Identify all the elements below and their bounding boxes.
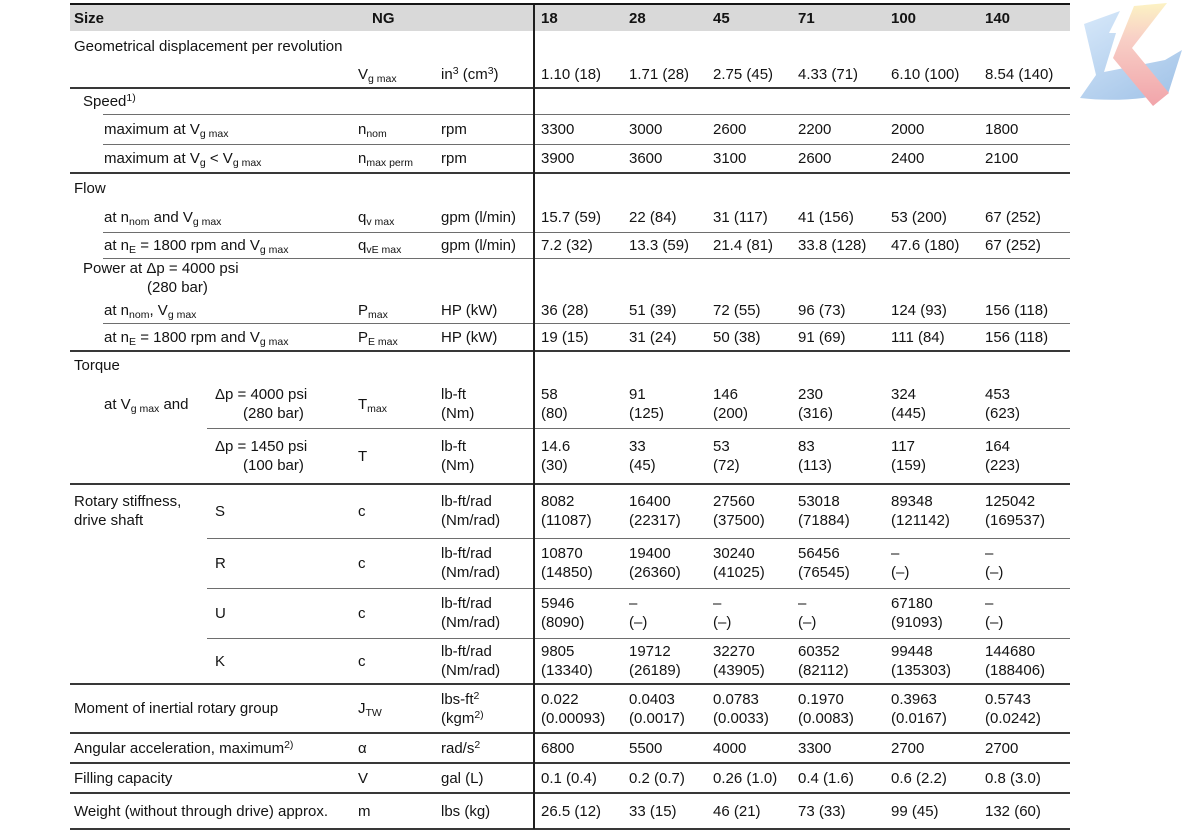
symbol-vg-max: $V_{g max}$ — [358, 66, 397, 85]
value-weight-45: 46 (21) — [713, 802, 761, 820]
value-flow-at-nnom-28: 22 (84) — [629, 209, 677, 226]
row-geometrical-displacement — [70, 31, 1070, 61]
value-torque-1450-71: 83 (113) — [798, 438, 832, 474]
unit-filling-capacity: gal (L) — [441, 769, 484, 787]
row-power — [70, 258, 1070, 298]
value-torque-4000-45: 146 (200) — [713, 386, 749, 422]
value-flow-at-nnom-45: 31 (117) — [713, 209, 768, 226]
symbol-stiffness-s: c — [358, 502, 366, 520]
value-angular-acceleration-45: 4000 — [713, 739, 747, 757]
symbol-power-at-ne: $P_{E max}$ — [358, 328, 398, 348]
value-moment-of-inertia-71: 0.1970 (0.0083) — [798, 690, 854, 727]
row-moment-of-inertia — [70, 684, 1070, 733]
table-vertical-divider — [533, 5, 535, 829]
size-header-100: 100 — [891, 9, 917, 27]
row-stiffness-r — [70, 538, 1070, 588]
label-moment-of-inertia: Moment of inertial rotary group — [74, 700, 279, 717]
value-angular-acceleration-100: 2700 — [891, 739, 925, 757]
value-stiffness-k-18: 9805 (13340) — [541, 643, 593, 679]
value-weight-28: 33 (15) — [629, 802, 677, 820]
value-stiffness-k-45: 32270 (43905) — [713, 643, 765, 679]
value-vg-max-140: 8.54 (140) — [985, 66, 1054, 83]
value-power-at-nnom-140: 156 (118) — [985, 302, 1049, 319]
value-flow-at-nnom-71: 41 (156) — [798, 209, 854, 226]
value-stiffness-r-71: 56456 (76545) — [798, 545, 850, 581]
value-power-at-ne-140: 156 (118) — [985, 328, 1049, 346]
row-rule — [103, 323, 1070, 324]
value-speed-max-at-vg-lt-140: 2100 — [985, 150, 1019, 167]
value-torque-1450-45: 53 (72) — [713, 438, 740, 474]
sublabel-stiffness-u: U — [215, 604, 226, 622]
unit-moment-of-inertia: lbs-$ft^2$ (kgm$^{2)}$ — [441, 689, 484, 727]
value-stiffness-u-45: – (–) — [713, 595, 732, 631]
row-rule — [207, 588, 1070, 589]
row-rule — [70, 87, 1070, 89]
value-weight-18: 26.5 (12) — [541, 802, 602, 820]
value-speed-max-at-vgmax-71: 2200 — [798, 120, 832, 138]
row-rule — [103, 144, 1070, 145]
value-moment-of-inertia-100: 0.3963 (0.0167) — [891, 690, 947, 727]
row-speed-max-at-vgmax — [70, 114, 1070, 144]
label-angular-acceleration: Angular acceleration, maximum$^{2)}$ — [74, 738, 294, 757]
value-speed-max-at-vgmax-28: 3000 — [629, 120, 663, 138]
value-speed-max-at-vg-lt-18: 3900 — [541, 150, 575, 167]
row-angular-acceleration — [70, 733, 1070, 763]
label-flow-at-nnom: at $n_{nom}$ and $V_{g max}$ — [104, 209, 222, 228]
leftlabel-stiffness-s: Rotary stiffness, drive shaft — [74, 493, 182, 529]
label-power: Power at Δp = 4000 psi (280 bar) — [70, 259, 533, 297]
row-rule — [70, 792, 1070, 794]
value-stiffness-k-140: 144680 (188406) — [985, 643, 1046, 679]
label2-power: (280 bar) — [147, 279, 208, 296]
value-stiffness-s-28: 16400 (22317) — [629, 493, 681, 529]
value-stiffness-k-28: 19712 (26189) — [629, 643, 681, 679]
value-stiffness-r-100: – (–) — [891, 545, 910, 581]
sublabel-torque-4000: Δp = 4000 psi (280 bar) — [215, 386, 308, 422]
value-speed-max-at-vg-lt-28: 3600 — [629, 150, 663, 167]
leftlabel-torque-4000: at $V_{g max}$ and — [104, 395, 189, 415]
row-torque-4000 — [70, 380, 1070, 428]
value-speed-max-at-vg-lt-45: 3100 — [713, 150, 747, 167]
size-column-header: Size — [74, 9, 105, 27]
symbol-speed-max-at-vgmax: $n_{nom}$ — [358, 120, 387, 140]
row-rule — [103, 114, 1070, 115]
row-flow-at-nnom — [70, 203, 1070, 232]
row-torque-1450 — [70, 428, 1070, 484]
value-flow-at-ne-45: 21.4 (81) — [713, 236, 774, 254]
label-torque: Torque — [74, 357, 120, 374]
value-angular-acceleration-71: 3300 — [798, 739, 832, 757]
sublabel-stiffness-k: K — [215, 652, 226, 670]
label-flow: Flow — [74, 179, 106, 197]
value-speed-max-at-vgmax-18: 3300 — [541, 120, 575, 138]
value-weight-140: 132 (60) — [985, 802, 1041, 820]
value-stiffness-s-45: 27560 (37500) — [713, 493, 765, 529]
unit-stiffness-r: lb-ft/rad (Nm/rad) — [441, 545, 501, 581]
label-geometrical-displacement: Geometrical displacement per revolution — [74, 37, 343, 55]
value-torque-4000-100: 324 (445) — [891, 386, 927, 422]
unit-power-at-nnom: HP (kW) — [441, 302, 498, 319]
value-angular-acceleration-18: 6800 — [541, 739, 575, 757]
label-speed: Speed$^{1)}$ — [83, 91, 136, 110]
value-power-at-ne-28: 31 (24) — [629, 328, 677, 346]
row-stiffness-s — [70, 484, 1070, 538]
value-stiffness-u-18: 5946 (8090) — [541, 595, 585, 631]
value-vg-max-100: 6.10 (100) — [891, 66, 960, 83]
value-vg-max-71: 4.33 (71) — [798, 66, 859, 83]
value-torque-1450-100: 117 (159) — [891, 438, 927, 474]
symbol-moment-of-inertia: $J_{TW}$ — [358, 700, 382, 719]
symbol-stiffness-r: c — [358, 554, 366, 572]
symbol-angular-acceleration: α — [358, 739, 367, 757]
label-speed-max-at-vgmax: maximum at $V_{g max}$ — [104, 120, 229, 140]
symbol-flow-at-ne: $q_{vE max}$ — [358, 236, 402, 256]
value-flow-at-ne-100: 47.6 (180) — [891, 236, 960, 254]
row-rule — [70, 828, 1070, 830]
value-filling-capacity-100: 0.6 (2.2) — [891, 769, 947, 787]
value-stiffness-r-140: – (–) — [985, 545, 1004, 581]
value-angular-acceleration-28: 5500 — [629, 739, 663, 757]
value-power-at-ne-100: 111 (84) — [891, 328, 945, 346]
value-stiffness-s-71: 53018 (71884) — [798, 493, 850, 529]
unit-flow-at-nnom: gpm (l/min) — [441, 209, 517, 226]
value-flow-at-ne-28: 13.3 (59) — [629, 236, 690, 254]
row-rule — [103, 258, 1070, 259]
row-rule — [207, 428, 1070, 429]
value-flow-at-nnom-100: 53 (200) — [891, 209, 947, 226]
row-speed — [70, 88, 1070, 114]
table-header-row — [70, 5, 1070, 31]
unit-speed-max-at-vgmax: rpm — [441, 120, 467, 138]
value-stiffness-u-100: 67180 (91093) — [891, 595, 943, 631]
unit-vg-max: $in^3$ $(cm^3)$ — [441, 65, 499, 83]
value-speed-max-at-vgmax-100: 2000 — [891, 120, 925, 138]
label-filling-capacity: Filling capacity — [74, 769, 173, 787]
symbol-stiffness-k: c — [358, 652, 366, 670]
symbol-power-at-nnom: $P_{max}$ — [358, 302, 388, 321]
unit-stiffness-u: lb-ft/rad (Nm/rad) — [441, 595, 501, 631]
row-rule — [70, 732, 1070, 734]
row-rule — [70, 483, 1070, 485]
value-stiffness-s-100: 89348 (121142) — [891, 493, 950, 529]
value-stiffness-s-140: 125042 (169537) — [985, 493, 1046, 529]
row-power-at-nnom — [70, 298, 1070, 323]
value-flow-at-nnom-18: 15.7 (59) — [541, 209, 602, 226]
row-rule — [70, 762, 1070, 764]
value-filling-capacity-45: 0.26 (1.0) — [713, 769, 778, 787]
row-rule — [70, 172, 1070, 174]
value-filling-capacity-28: 0.2 (0.7) — [629, 769, 685, 787]
unit-angular-acceleration: rad/$s^2$ — [441, 738, 481, 757]
value-flow-at-nnom-140: 67 (252) — [985, 209, 1041, 226]
unit-speed-max-at-vg-lt: rpm — [441, 150, 467, 167]
unit-torque-4000: lb-ft (Nm) — [441, 386, 475, 422]
symbol-flow-at-nnom: $q_{v max}$ — [358, 209, 395, 228]
value-moment-of-inertia-18: 0.022 (0.00093) — [541, 690, 606, 727]
symbol-stiffness-u: c — [358, 604, 366, 622]
row-rule — [70, 683, 1070, 685]
value-stiffness-u-140: – (–) — [985, 595, 1004, 631]
value-torque-4000-18: 58 (80) — [541, 386, 568, 422]
symbol-torque-4000: $T_{max}$ — [358, 395, 388, 415]
value-power-at-nnom-18: 36 (28) — [541, 302, 589, 319]
spec-table — [70, 3, 1070, 829]
value-moment-of-inertia-140: 0.5743 (0.0242) — [985, 690, 1041, 727]
symbol-torque-1450: T — [358, 447, 368, 465]
row-speed-max-at-vg-lt — [70, 144, 1070, 173]
row-rule — [207, 638, 1070, 639]
value-power-at-nnom-71: 96 (73) — [798, 302, 846, 319]
row-rule — [103, 232, 1070, 233]
value-filling-capacity-71: 0.4 (1.6) — [798, 769, 854, 787]
value-stiffness-r-45: 30240 (41025) — [713, 545, 765, 581]
value-flow-at-ne-18: 7.2 (32) — [541, 236, 593, 254]
value-weight-71: 73 (33) — [798, 802, 846, 820]
row-weight — [70, 793, 1070, 829]
row-flow-at-ne — [70, 232, 1070, 258]
value-power-at-ne-71: 91 (69) — [798, 328, 846, 346]
size-header-28: 28 — [629, 9, 646, 27]
value-power-at-nnom-100: 124 (93) — [891, 302, 947, 319]
value-stiffness-r-28: 19400 (26360) — [629, 545, 681, 581]
row-rule — [207, 538, 1070, 539]
label-speed-max-at-vg-lt: maximum at $V_g < V_{g max}$ — [104, 150, 262, 169]
value-stiffness-u-71: – (–) — [798, 595, 817, 631]
value-flow-at-ne-140: 67 (252) — [985, 236, 1041, 254]
value-weight-100: 99 (45) — [891, 802, 939, 820]
label-flow-at-ne: at $n_E = 1800$ rpm and $V_{g max}$ — [104, 236, 289, 256]
value-speed-max-at-vgmax-45: 2600 — [713, 120, 747, 138]
value-stiffness-k-100: 99448 (135303) — [891, 643, 952, 679]
label-weight: Weight (without through drive) approx. — [74, 802, 329, 820]
unit-weight: lbs (kg) — [441, 802, 491, 820]
value-moment-of-inertia-45: 0.0783 (0.0033) — [713, 690, 769, 727]
value-speed-max-at-vg-lt-100: 2400 — [891, 150, 925, 167]
value-stiffness-s-18: 8082 (11087) — [541, 493, 592, 529]
size-header-140: 140 — [985, 9, 1011, 27]
ng-column-header: NG — [372, 9, 395, 27]
row-filling-capacity — [70, 763, 1070, 793]
row-rule — [70, 350, 1070, 352]
value-torque-1450-140: 164 (223) — [985, 438, 1021, 474]
value-moment-of-inertia-28: 0.0403 (0.0017) — [629, 690, 685, 727]
value-vg-max-28: 1.71 (28) — [629, 66, 690, 83]
value-torque-4000-71: 230 (316) — [798, 386, 834, 422]
value-filling-capacity-18: 0.1 (0.4) — [541, 769, 597, 787]
size-header-45: 45 — [713, 9, 730, 27]
value-torque-1450-18: 14.6 (30) — [541, 438, 571, 474]
value-stiffness-k-71: 60352 (82112) — [798, 643, 849, 679]
unit-power-at-ne: HP (kW) — [441, 328, 498, 346]
value-power-at-nnom-28: 51 (39) — [629, 302, 677, 319]
value-torque-4000-140: 453 (623) — [985, 386, 1021, 422]
row-vg-max — [70, 61, 1070, 88]
value-power-at-ne-18: 19 (15) — [541, 328, 589, 346]
label-power-at-nnom: at $n_{nom}$, $V_{g max}$ — [104, 302, 197, 321]
value-vg-max-18: 1.10 (18) — [541, 66, 602, 83]
sublabel-stiffness-s: S — [215, 502, 226, 520]
value-angular-acceleration-140: 2700 — [985, 739, 1019, 757]
size-header-18: 18 — [541, 9, 558, 27]
value-flow-at-ne-71: 33.8 (128) — [798, 236, 867, 254]
sublabel-torque-1450: Δp = 1450 psi (100 bar) — [215, 438, 308, 474]
value-torque-1450-28: 33 (45) — [629, 438, 656, 474]
value-speed-max-at-vg-lt-71: 2600 — [798, 150, 832, 167]
symbol-weight: m — [358, 802, 371, 820]
value-torque-4000-28: 91 (125) — [629, 386, 665, 422]
symbol-speed-max-at-vg-lt: $n_{max perm}$ — [358, 150, 414, 169]
sublabel-stiffness-r: R — [215, 554, 226, 572]
row-torque — [70, 351, 1070, 380]
unit-stiffness-s: lb-ft/rad (Nm/rad) — [441, 493, 501, 529]
brand-logo — [1066, 2, 1189, 108]
symbol-filling-capacity: V — [358, 769, 369, 787]
row-flow — [70, 173, 1070, 203]
size-header-71: 71 — [798, 9, 815, 27]
row-power-at-ne — [70, 323, 1070, 351]
value-stiffness-r-18: 10870 (14850) — [541, 545, 593, 581]
value-power-at-nnom-45: 72 (55) — [713, 302, 761, 319]
row-stiffness-k — [70, 638, 1070, 684]
row-stiffness-u — [70, 588, 1070, 638]
unit-torque-1450: lb-ft (Nm) — [441, 438, 475, 474]
unit-stiffness-k: lb-ft/rad (Nm/rad) — [441, 643, 501, 679]
value-filling-capacity-140: 0.8 (3.0) — [985, 769, 1041, 787]
value-power-at-ne-45: 50 (38) — [713, 328, 761, 346]
value-speed-max-at-vgmax-140: 1800 — [985, 120, 1019, 138]
label-power-at-ne: at $n_E = 1800$ rpm and $V_{g max}$ — [104, 328, 289, 348]
value-vg-max-45: 2.75 (45) — [713, 66, 774, 83]
unit-flow-at-ne: gpm (l/min) — [441, 236, 517, 254]
value-stiffness-u-28: – (–) — [629, 595, 648, 631]
